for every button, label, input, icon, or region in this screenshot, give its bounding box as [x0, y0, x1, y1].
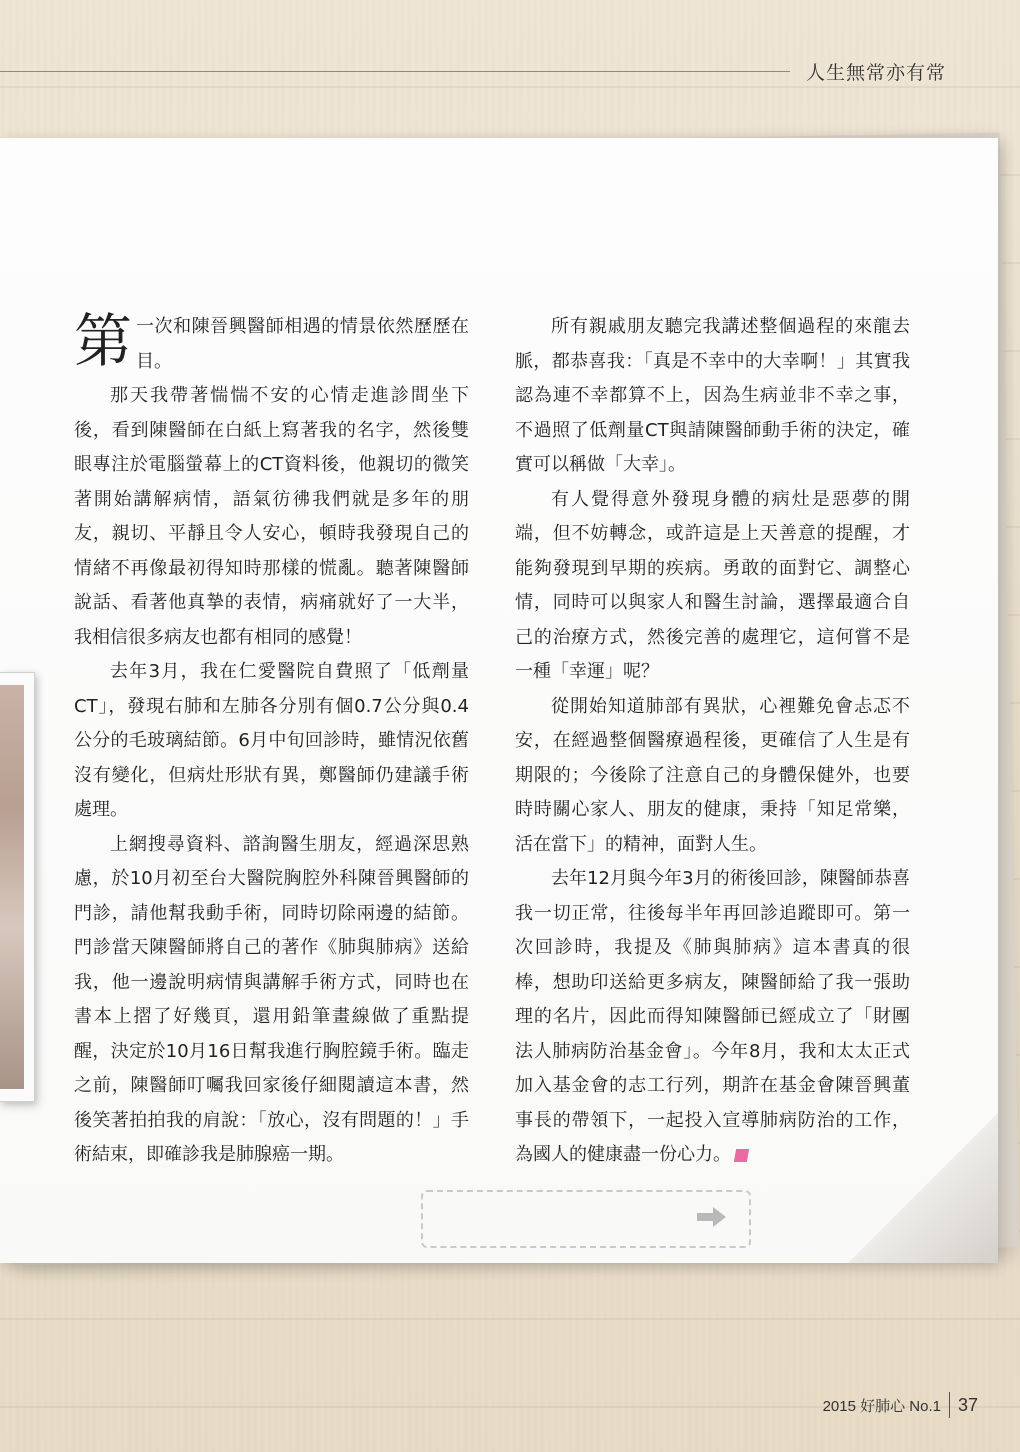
end-mark-icon [734, 1149, 749, 1162]
page-number: 37 [957, 1394, 978, 1415]
article-column-right [515, 310, 910, 1173]
paragraph-6: 有人覺得意外發現身體的病灶是惡夢的開端，但不妨轉念，或許這是上天善意的提醒，才能夠發現到早期的疾病。勇敢的面對它、調整心情，同時可以與家人和醫生討論，選擇最適合自己的治療方式，然後完善的處理它，這何嘗不是一種「幸運」呢？ [515, 488, 910, 682]
paragraph-3: 去年3月，我在仁愛醫院自費照了「低劑量CT」，發現右肺和左肺各分別有個0.7公分與0.4公分的毛玻璃結節。6月中旬回診時，雖情況依舊沒有變化，但病灶形狀有異，鄭醫師仍建議手術處理。 [74, 661, 469, 820]
footer-separator [949, 1392, 950, 1418]
paragraph-2: 那天我帶著惴惴不安的心情走進診間坐下後，看到陳醫師在白紙上寫著我的名字，然後雙眼專注於電腦螢幕上的CT資料後，他親切的微笑著開始講解病情，語氣彷彿我們就是多年的朋友，親切、平靜且令人安心，頓時我發現自己的情緒不再像最初得知時那樣的慌亂。聽著陳醫師說話、看著他真摯的表情，病痛就好了一大半，我相信很多病友也都有相同的感覺！ [74, 385, 469, 648]
paragraph-8 [515, 862, 910, 1173]
arrow-right-icon [695, 1206, 727, 1228]
side-photo [0, 672, 35, 1102]
dropcap: 第 [74, 307, 133, 375]
paragraph-5: 所有親戚朋友聽完我講述整個過程的來龍去脈，都恭喜我：「真是不幸中的大幸啊！」其實我認為連不幸都算不上，因為生病並非不幸之事，不過照了低劑量CT與請陳醫師動手術的決定，確實可以稱做「大幸」。 [515, 316, 910, 475]
article-column-left [74, 307, 469, 1173]
side-photo-image [0, 685, 24, 1089]
note-box [421, 1190, 751, 1248]
header-rule [0, 71, 790, 72]
issue-label: 2015 好肺心 No.1 [822, 1397, 941, 1415]
header-title: 人生無常亦有常 [805, 62, 946, 84]
paragraph-1-text: 一次和陳晉興醫師相遇的情景依然歷歷在目。 [136, 316, 469, 372]
paragraph-8-text: 去年12月與今年3月的術後回診，陳醫師恭喜我一切正常，往後每半年再回診追蹤即可。第一次回診時，我提及《肺與肺病》這本書真的很棒，想助印送給更多病友，陳醫師給了我一張助理的名片，因此而得知陳醫師已經成立了「財團法人肺病防治基金會」。今年8月，我和太太正式加入基金會的志工行列，期許在基金會陳晉興董事長的帶領下，一起投入宣導肺病防治的工作，為國人的健康盡一份心力。 [515, 868, 910, 1165]
paragraph-4: 上網搜尋資料、諮詢醫生朋友，經過深思熟慮，於10月初至台大醫院胸腔外科陳晉興醫師的門診，請他幫我動手術，同時切除兩邊的結節。門診當天陳醫師將自己的著作《肺與肺病》送給我，他一邊說明病情與講解手術方式，同時也在書本上摺了好幾頁，還用鉛筆畫線做了重點提醒，決定於10月16日幫我進行胸腔鏡手術。臨走之前，陳醫師叮囑我回家後仔細閱讀這本書，然後笑著拍拍我的肩說：「放心，沒有問題的！」手術結束，即確診我是肺腺癌一期。 [74, 833, 469, 1165]
paragraph-1 [74, 307, 469, 379]
paragraph-7: 從開始知道肺部有異狀，心裡難免會忐忑不安，在經過整個醫療過程後，更確信了人生是有期限的；今後除了注意自己的身體保健外，也要時時關心家人、朋友的健康，秉持「知足常樂，活在當下」的精神，面對人生。 [515, 695, 910, 855]
page-footer [823, 1392, 978, 1418]
